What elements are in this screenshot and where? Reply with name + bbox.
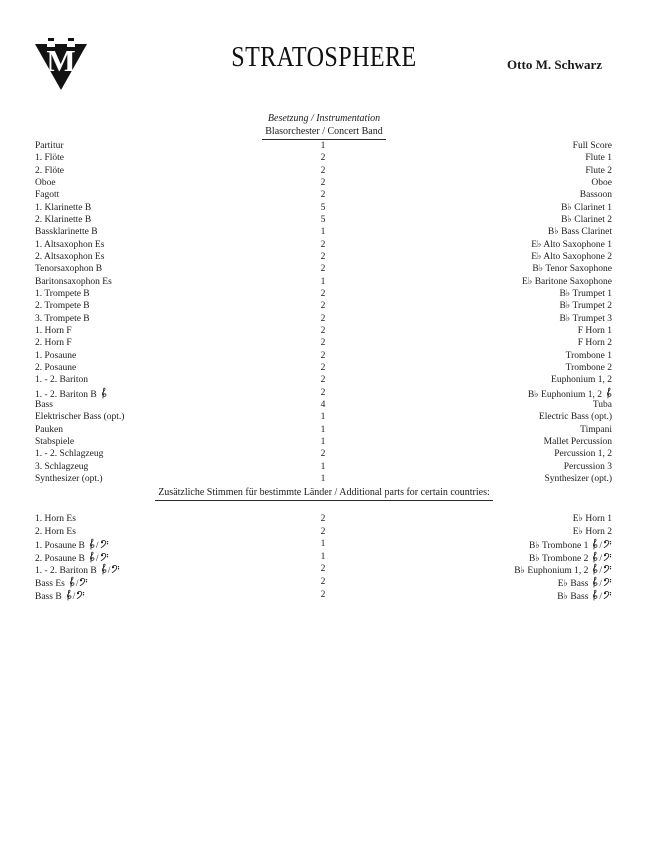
bass-clef-icon bbox=[100, 552, 109, 562]
bass-clef-icon bbox=[100, 539, 109, 549]
instrument-row bbox=[35, 226, 612, 238]
instrument-name-english: Mallet Percussion bbox=[543, 436, 612, 447]
instrument-row bbox=[35, 399, 612, 411]
instrument-row bbox=[35, 165, 612, 177]
bass-clef-icon bbox=[603, 590, 612, 600]
instrument-name-german: 2. Posaune bbox=[35, 362, 77, 373]
instrument-name-german: 1. Horn Es bbox=[35, 514, 76, 524]
bass-clef-icon bbox=[603, 577, 612, 587]
instrument-quantity: 2 bbox=[320, 313, 326, 324]
instrument-quantity: 1 bbox=[320, 436, 326, 447]
instrument-row bbox=[35, 288, 612, 300]
instrument-row bbox=[35, 350, 612, 362]
treble-clef-icon bbox=[591, 563, 598, 576]
instrument-name-german: 2. Altsaxophon Es bbox=[35, 251, 105, 262]
instrument-name-english: B♭ Clarinet 1 bbox=[561, 202, 612, 213]
instrument-quantity: 2 bbox=[320, 576, 326, 587]
instrument-row bbox=[35, 177, 612, 189]
instrument-row bbox=[35, 513, 612, 526]
treble-clef-icon bbox=[88, 551, 95, 564]
instrument-name-english: F Horn 1 bbox=[577, 325, 612, 336]
instrument-name-german: Baritonsaxophon Es bbox=[35, 276, 112, 287]
clef-separator: / bbox=[107, 566, 111, 577]
instrument-name-german: Synthesizer (opt.) bbox=[35, 473, 103, 484]
instrument-quantity: 5 bbox=[320, 202, 326, 213]
heading-blasorchester-concert-band: Blasorchester / Concert Band bbox=[262, 126, 385, 141]
instrument-name-english: B♭ Trombone 1 / bbox=[339, 538, 612, 551]
bass-clef-icon bbox=[111, 564, 120, 574]
clef-separator: / bbox=[599, 541, 602, 552]
instrument-name-english: Euphonium 1, 2 bbox=[551, 375, 612, 386]
instrument-row bbox=[35, 461, 612, 473]
instrument-row bbox=[35, 263, 612, 275]
instrument-quantity: 2 bbox=[320, 449, 326, 460]
treble-clef-icon bbox=[591, 576, 598, 589]
bass-clef-icon bbox=[603, 552, 612, 562]
instrument-quantity: 2 bbox=[320, 564, 326, 575]
instrument-quantity: 1 bbox=[320, 539, 326, 550]
instrument-row bbox=[35, 251, 612, 263]
treble-clef-icon bbox=[100, 563, 107, 576]
instrument-row bbox=[35, 526, 612, 539]
treble-clef-icon bbox=[100, 387, 107, 400]
instrument-name-german: 2. Posaune B / bbox=[35, 551, 307, 564]
instrument-name-english: Flute 2 bbox=[585, 165, 612, 176]
instrument-name-german: 1. Posaune B / bbox=[35, 538, 307, 551]
instrument-name-english: Tuba bbox=[592, 399, 612, 410]
instrument-name-english: E♭ Bass / bbox=[339, 576, 612, 589]
instrument-name-english: B♭ Bass Clarinet bbox=[547, 227, 612, 238]
instrument-name-english: B♭ Euphonium 1, 2 / bbox=[339, 563, 612, 576]
instrument-row bbox=[35, 152, 612, 164]
instrument-name-german: 1. - 2. Schlagzeug bbox=[35, 449, 104, 460]
treble-clef-icon bbox=[68, 576, 75, 589]
main-instrumentation-table bbox=[35, 140, 612, 485]
clef-separator: / bbox=[75, 578, 79, 589]
instrument-name-german: 2. Trompete B bbox=[35, 301, 90, 312]
instrument-row bbox=[35, 374, 612, 386]
instrument-row bbox=[35, 436, 612, 448]
instrument-name-english: B♭ Bass / bbox=[339, 589, 612, 602]
instrument-row bbox=[35, 202, 612, 214]
instrument-name-english: Percussion 1, 2 bbox=[554, 449, 612, 460]
instrument-name-german: Bass Es / bbox=[35, 576, 307, 589]
instrument-name-german: 1. Trompete B bbox=[35, 288, 90, 299]
instrument-name-english: B♭ Trumpet 2 bbox=[559, 301, 612, 312]
clef-separator: / bbox=[95, 553, 99, 564]
instrument-quantity: 2 bbox=[320, 362, 326, 373]
instrument-name-german: Partitur bbox=[35, 141, 64, 151]
instrument-row bbox=[35, 239, 612, 251]
instrument-quantity: 2 bbox=[320, 251, 326, 262]
instrument-quantity: 2 bbox=[320, 288, 326, 299]
composer-name: Otto M. Schwarz bbox=[507, 57, 602, 72]
instrument-name-english: B♭ Trombone 2 / bbox=[339, 551, 612, 564]
instrument-name-english: Trombone 1 bbox=[565, 350, 612, 361]
instrument-quantity: 2 bbox=[320, 338, 326, 349]
instrument-name-english: Percussion 3 bbox=[563, 461, 612, 472]
instrument-name-german: Oboe bbox=[35, 177, 56, 188]
instrument-row bbox=[35, 276, 612, 288]
instrument-quantity: 2 bbox=[320, 264, 326, 275]
instrument-row bbox=[35, 538, 612, 551]
instrument-row bbox=[35, 337, 612, 349]
instrument-quantity: 1 bbox=[320, 473, 326, 484]
bass-clef-icon bbox=[603, 564, 612, 574]
instrument-quantity: 4 bbox=[320, 399, 326, 410]
instrument-quantity: 2 bbox=[320, 350, 326, 361]
bass-clef-icon bbox=[76, 590, 85, 600]
heading-besetzung-instrumentation: Besetzung / Instrumentation bbox=[267, 113, 381, 124]
instrument-name-english: E♭ Horn 2 bbox=[572, 526, 612, 537]
instrument-name-english: Timpani bbox=[580, 424, 612, 435]
instrument-quantity: 1 bbox=[320, 412, 326, 423]
instrument-row bbox=[35, 411, 612, 423]
instrument-name-german: Bass bbox=[35, 399, 53, 410]
instrument-name-german: 1. Klarinette B bbox=[35, 202, 92, 213]
instrument-row bbox=[35, 362, 612, 374]
instrument-name-english: B♭ Trumpet 3 bbox=[559, 313, 612, 324]
instrument-row bbox=[35, 563, 612, 576]
instrument-quantity: 1 bbox=[320, 227, 326, 238]
instrument-name-english: B♭ Euphonium 1, 2 bbox=[339, 387, 612, 399]
instrument-name-german: Fagott bbox=[35, 190, 60, 201]
treble-clef-icon bbox=[591, 538, 598, 551]
instrument-name-german: Tenorsaxophon B bbox=[35, 264, 103, 275]
additional-parts-heading-wrap bbox=[0, 487, 648, 501]
instrument-quantity: 2 bbox=[320, 526, 326, 537]
instrumentation-heading bbox=[0, 113, 648, 140]
instrument-name-english: Electric Bass (opt.) bbox=[538, 412, 612, 423]
instrument-quantity: 2 bbox=[320, 589, 326, 600]
instrument-name-german: 1. Flöte bbox=[35, 153, 65, 164]
instrument-name-english: B♭ Tenor Saxophone bbox=[532, 264, 612, 275]
instrument-name-german: 1. Altsaxophon Es bbox=[35, 239, 105, 250]
instrument-quantity: 5 bbox=[320, 214, 326, 225]
instrument-name-german: 1. Horn F bbox=[35, 325, 72, 336]
instrument-name-german: Bass B / bbox=[35, 589, 307, 602]
instrument-row bbox=[35, 300, 612, 312]
instrument-name-german: 1. Posaune bbox=[35, 350, 77, 361]
instrument-quantity: 2 bbox=[320, 325, 326, 336]
treble-clef-icon bbox=[591, 589, 598, 602]
bass-clef-icon bbox=[79, 577, 88, 587]
instrument-name-german: 1. - 2. Bariton B bbox=[35, 387, 307, 399]
instrument-name-english: F Horn 2 bbox=[577, 338, 612, 349]
instrument-name-german: 2. Flöte bbox=[35, 165, 65, 176]
clef-separator: / bbox=[72, 591, 76, 602]
instrument-row bbox=[35, 325, 612, 337]
instrument-row bbox=[35, 576, 612, 589]
instrument-row bbox=[35, 140, 612, 152]
treble-clef-icon bbox=[88, 538, 95, 551]
instrument-name-english: Oboe bbox=[591, 177, 612, 188]
instrument-quantity: 2 bbox=[320, 153, 326, 164]
instrument-name-german: Pauken bbox=[35, 424, 63, 435]
instrument-row bbox=[35, 589, 612, 602]
instrument-quantity: 2 bbox=[320, 165, 326, 176]
instrument-quantity: 1 bbox=[320, 551, 326, 562]
additional-parts-table bbox=[35, 513, 612, 601]
instrument-quantity: 2 bbox=[320, 239, 326, 250]
instrument-name-german: 3. Trompete B bbox=[35, 313, 90, 324]
clef-separator: / bbox=[599, 578, 602, 589]
treble-clef-icon bbox=[591, 551, 598, 564]
instrument-quantity: 2 bbox=[320, 301, 326, 312]
instrument-quantity: 1 bbox=[320, 461, 326, 472]
instrument-name-german: Stabspiele bbox=[35, 436, 75, 447]
instrument-row bbox=[35, 473, 612, 485]
additional-parts-heading: Zusätzliche Stimmen für bestimmte Länder / Additional parts for certain countries: bbox=[155, 487, 493, 501]
instrument-quantity: 1 bbox=[320, 424, 326, 435]
instrument-name-german: Bassklarinette B bbox=[35, 227, 98, 238]
bass-clef-icon bbox=[603, 539, 612, 549]
instrument-name-english: Full Score bbox=[572, 141, 612, 151]
instrument-name-english: Flute 1 bbox=[585, 153, 612, 164]
instrument-row bbox=[35, 424, 612, 436]
instrument-name-english: Trombone 2 bbox=[565, 362, 612, 373]
instrument-quantity: 1 bbox=[320, 141, 326, 151]
instrument-name-german: 2. Horn Es bbox=[35, 526, 76, 537]
logo-letter: M bbox=[46, 43, 76, 78]
instrument-name-german: 2. Klarinette B bbox=[35, 214, 92, 225]
instrument-quantity: 2 bbox=[320, 387, 326, 398]
instrument-name-english: E♭ Alto Saxophone 2 bbox=[531, 251, 612, 262]
clef-separator: / bbox=[599, 566, 602, 577]
instrument-name-german: 2. Horn F bbox=[35, 338, 72, 349]
instrument-name-german: 3. Schlagzeug bbox=[35, 461, 89, 472]
instrument-name-english: B♭ Trumpet 1 bbox=[559, 288, 612, 299]
clef-icons bbox=[65, 589, 86, 604]
instrument-row bbox=[35, 448, 612, 460]
instrument-row bbox=[35, 189, 612, 201]
clef-separator: / bbox=[95, 541, 99, 552]
clef-icons bbox=[591, 589, 612, 604]
instrument-name-german: Elektrischer Bass (opt.) bbox=[35, 412, 125, 423]
instrument-row bbox=[35, 313, 612, 325]
clef-separator: / bbox=[599, 553, 602, 564]
clef-separator: / bbox=[599, 591, 602, 602]
instrument-quantity: 2 bbox=[320, 177, 326, 188]
page-title: STRATOSPHERE bbox=[231, 42, 417, 73]
instrument-row bbox=[35, 214, 612, 226]
instrument-quantity: 2 bbox=[320, 190, 326, 201]
instrument-name-english: E♭ Alto Saxophone 1 bbox=[531, 239, 612, 250]
instrument-name-english: E♭ Horn 1 bbox=[572, 514, 612, 524]
instrument-row bbox=[35, 551, 612, 564]
instrument-quantity: 2 bbox=[320, 514, 326, 524]
instrument-quantity: 2 bbox=[320, 375, 326, 386]
instrument-name-german: 1. - 2. Bariton B / bbox=[35, 563, 307, 576]
instrument-name-english: Synthesizer (opt.) bbox=[544, 473, 612, 484]
treble-clef-icon bbox=[65, 589, 72, 602]
treble-clef-icon bbox=[605, 387, 612, 400]
instrument-name-english: Bassoon bbox=[579, 190, 612, 201]
instrument-quantity: 1 bbox=[320, 276, 326, 287]
instrument-name-german: 1. - 2. Bariton bbox=[35, 375, 89, 386]
instrument-name-english: B♭ Clarinet 2 bbox=[561, 214, 612, 225]
instrument-name-english: E♭ Baritone Saxophone bbox=[522, 276, 612, 287]
instrument-row bbox=[35, 387, 612, 399]
